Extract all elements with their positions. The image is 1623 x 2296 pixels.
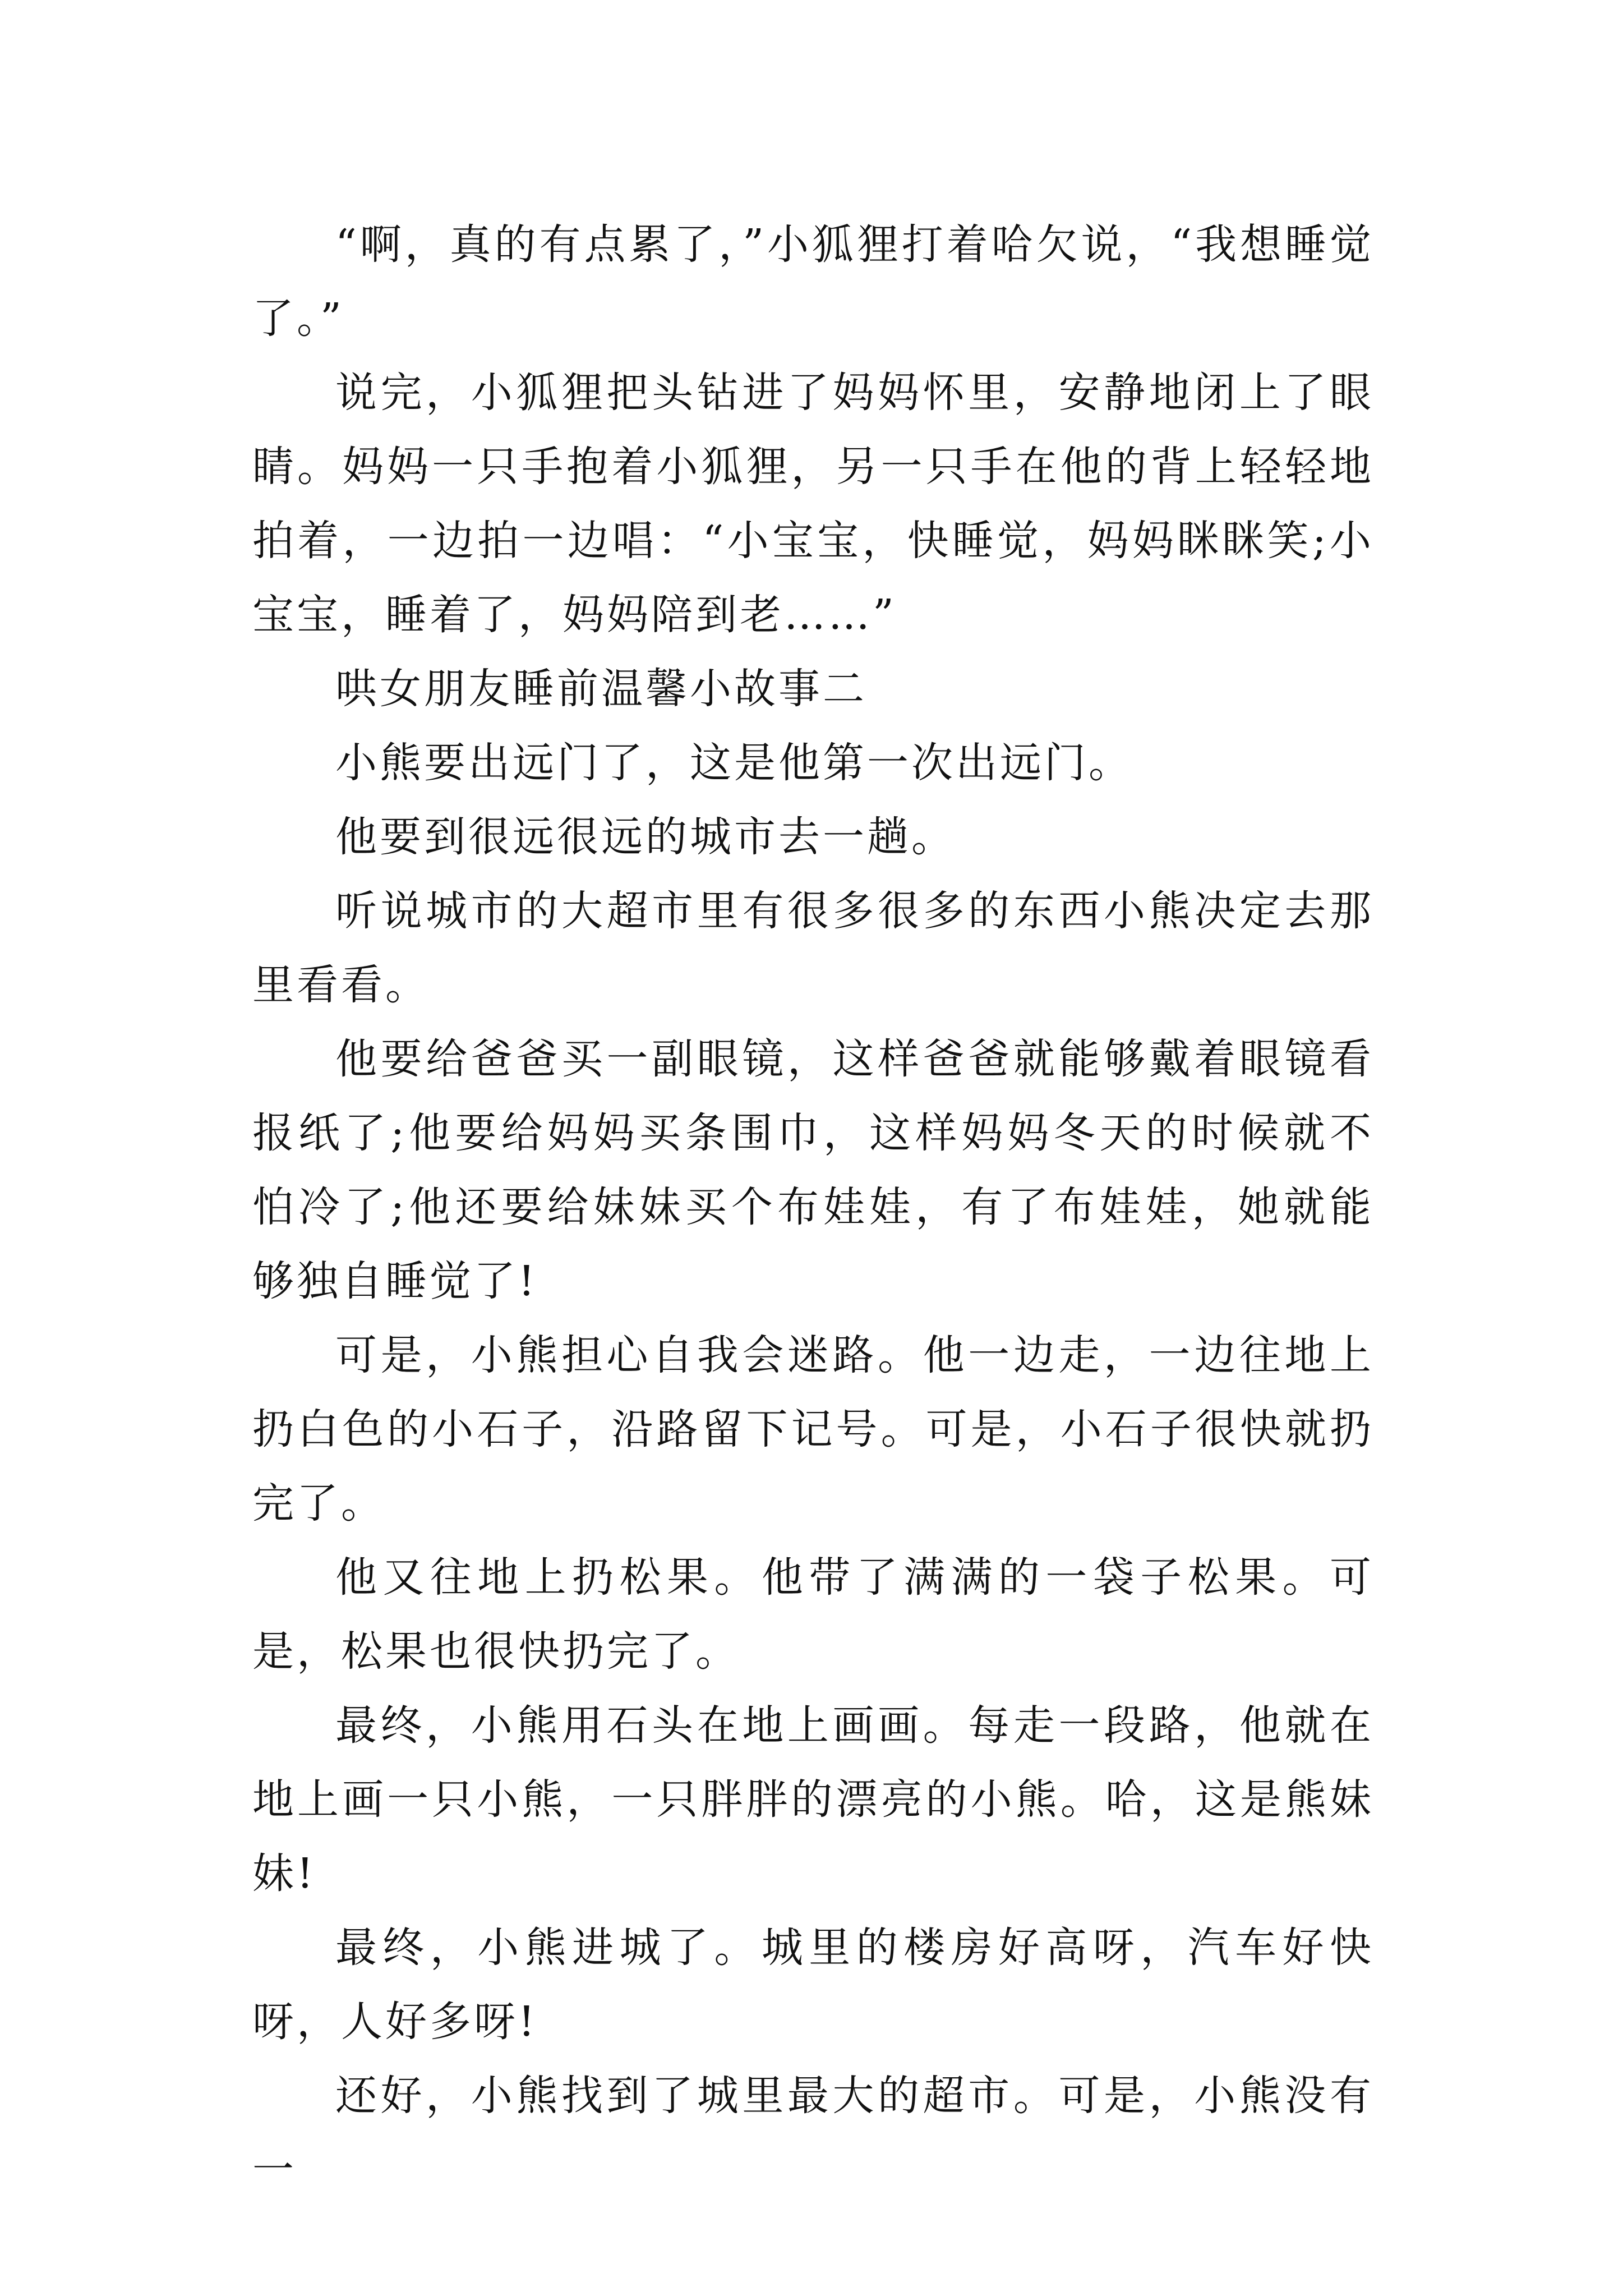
- paragraph: 最终，小熊进城了。城里的楼房好高呀，汽车好快呀，人好多呀!: [252, 1924, 1374, 2046]
- paragraph: 小熊要出远门了，这是他第一次出远门。: [335, 739, 1133, 787]
- document-body: [252, 208, 1374, 2207]
- paragraph: “啊，真的有点累了，”小狐狸打着哈欠说，“我想睡觉了。”: [252, 220, 1374, 343]
- paragraph: 还好，小熊找到了城里最大的超市。可是，小熊没有一: [252, 2072, 1374, 2194]
- paragraph: 说完，小狐狸把头钻进了妈妈怀里，安静地闭上了眼睛。妈妈一只手抱着小狐狸，另一只手在他的背上轻轻地拍着，一边拍一边唱：“小宝宝，快睡觉，妈妈眯眯笑;小宝宝，睡着了，妈妈陪到老……”: [252, 369, 1374, 639]
- paragraph: 听说城市的大超市里有很多很多的东西小熊决定去那里看看。: [252, 887, 1374, 1009]
- paragraph: 可是，小熊担心自我会迷路。他一边走，一边往地上扔白色的小石子，沿路留下记号。可是，小石子很快就扔完了。: [252, 1331, 1374, 1527]
- paragraph: 他要到很远很远的城市去一趟。: [335, 813, 956, 861]
- section-heading: 哄女朋友睡前温馨小故事二: [335, 665, 867, 713]
- paragraph: 他又往地上扔松果。他带了满满的一袋子松果。可是，松果也很快扔完了。: [252, 1553, 1374, 1676]
- paragraph: 最终，小熊用石头在地上画画。每走一段路，他就在地上画一只小熊，一只胖胖的漂亮的小熊。哈，这是熊妹妹!: [252, 1701, 1374, 1898]
- paragraph: 他要给爸爸买一副眼镜，这样爸爸就能够戴着眼镜看报纸了;他要给妈妈买条围巾，这样妈妈冬天的时候就不怕冷了;他还要给妹妹买个布娃娃，有了布娃娃，她就能够独自睡觉了!: [252, 1035, 1374, 1305]
